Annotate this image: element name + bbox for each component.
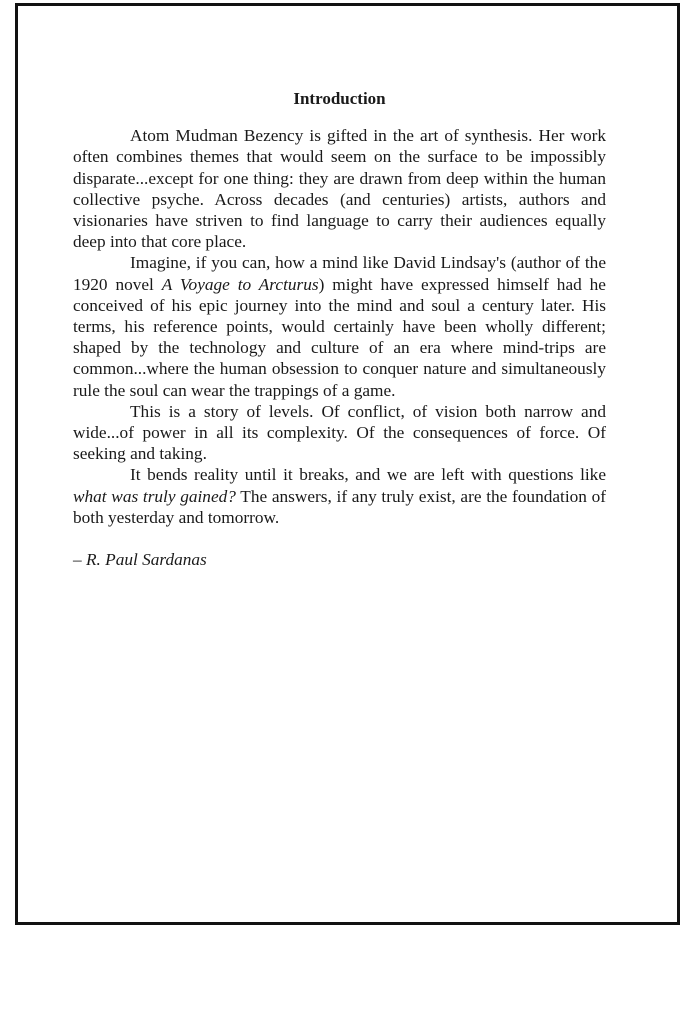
document-body (73, 88, 606, 588)
paragraph-text: Atom Mudman Bezency is gifted in the art of synthesis. Her work often combines themes that would seem on the surface to be impossibly disparate...except for one thing: they are drawn from deep within the human collective psyche. Across decades (and centuries) artists, authors and visionaries have striven to find language to carry their audiences equally deep into that core place. (73, 126, 606, 252)
paragraph-text: Imagine, if you can, how a mind like David Lindsay's (author of the 1920 novel (73, 253, 606, 294)
paragraph-text: This is a story of levels. Of conflict, of vision both narrow and wide...of power in all its complexity. Of the consequences of force. Of seeking and taking. (73, 401, 606, 464)
paragraph-text: ) might have expressed himself had he conceived of his epic journey into the mind and soul a century later. His terms, his reference points, would certainly have been wholly different; shaped by the technology and culture of an era where mind-trips are common...where the human obsession to conquer nature and simultaneously rule the soul can wear the trappings of a game. (73, 274, 606, 400)
paragraph-1 (73, 125, 606, 252)
paragraph-text: The answers, if any truly exist, are the foundation of both yesterday and tomorrow. (73, 486, 606, 527)
paragraph-3 (73, 401, 606, 465)
book-title: A Voyage to Arcturus (161, 274, 319, 294)
paragraph-4 (73, 464, 606, 528)
emphasized-question: what was truly gained? (73, 486, 236, 506)
paragraph-text: It bends reality until it breaks, and we are left with questions like (130, 465, 606, 485)
paragraph-2 (73, 252, 606, 400)
author-signature: – R. Paul Sardanas (73, 550, 207, 570)
page-title: Introduction (293, 89, 386, 108)
